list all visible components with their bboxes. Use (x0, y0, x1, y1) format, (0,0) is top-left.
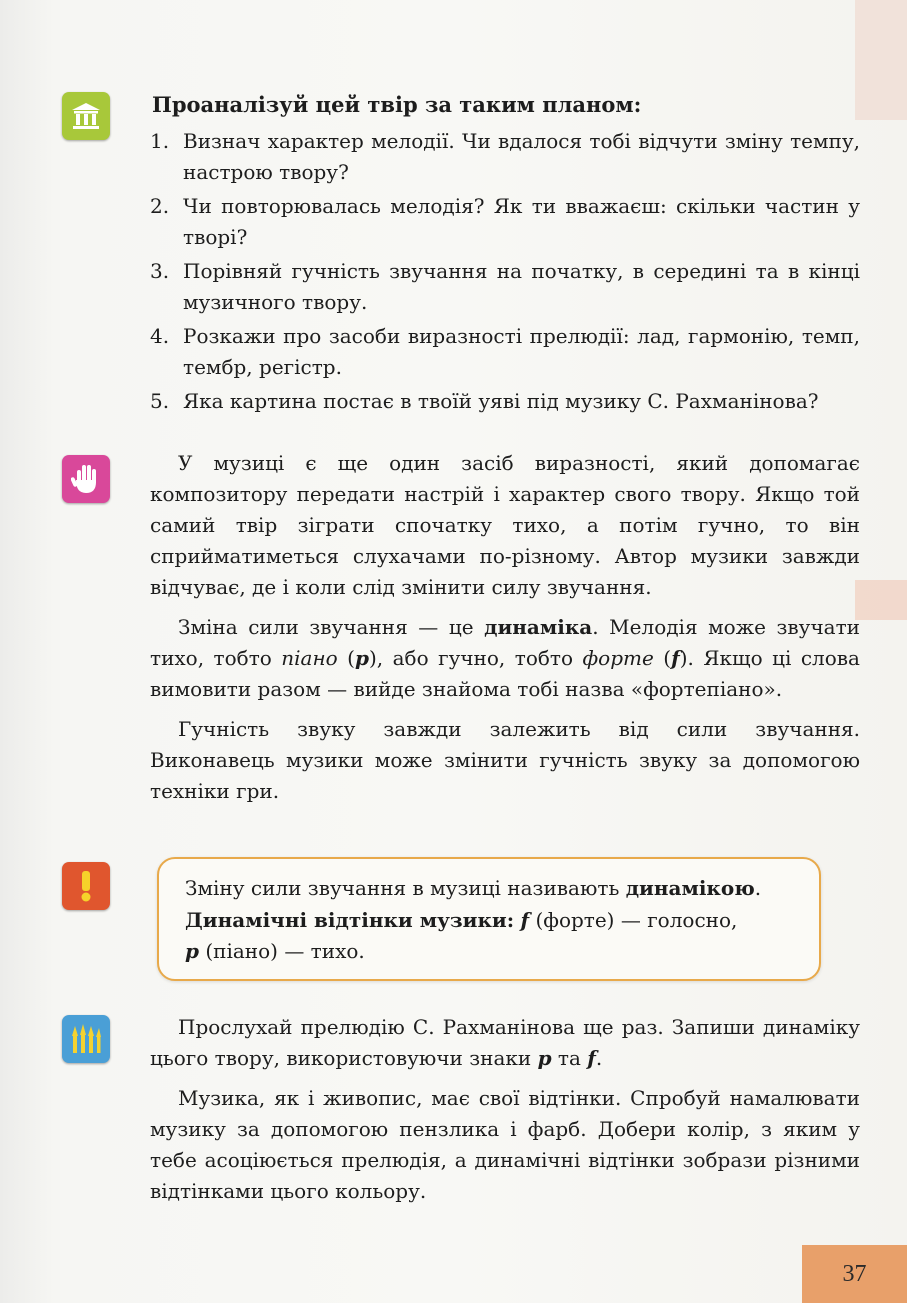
list-item: 2. Чи повторювалась мелодія? Як ти вважаєш: скільки частин у творі? (150, 194, 860, 249)
exclamation-icon (62, 862, 110, 910)
forte-symbol: f (520, 908, 530, 932)
brushes-icon (62, 1015, 110, 1063)
paragraph: Музика, як і живопис, має свої відтінки. Спробуй намалювати музику за допомогою пензлика і фарб. Добери колір, з яким у тебе асоціюється прелюдія, а динамічні відтінки зобрази різними відтінками цього кольору. (150, 1086, 860, 1203)
plan-heading: Проаналізуй цей твір за таким планом: (152, 92, 642, 117)
dynamics-section (150, 448, 860, 807)
list-item: 3. Порівняй гучність звучання на початку, в середині та в кінці музичного твору. (150, 259, 860, 314)
list-item: 4. Розкажи про засоби виразності прелюдії: лад, гармонію, темп, тембр, регістр. (150, 324, 860, 379)
piano-symbol: p (354, 646, 369, 670)
forte-symbol: f (587, 1046, 596, 1070)
term-dynamics: динаміка (484, 615, 593, 639)
page-edge-tab (855, 580, 907, 620)
list-item: 1. Визнач характер мелодії. Чи вдалося тобі відчути зміну темпу, настрою твору? (150, 129, 860, 184)
paragraph: Зміна сили звучання — це динаміка. Мелодія може звучати тихо, тобто піано (p), або гучно, тобто форте (f). Якщо ці слова вимовити разом — вийде знайома тобі назва «фортепіано». (150, 615, 860, 701)
paragraph: Гучність звуку завжди залежить від сили звучання. Виконавець музики може змінити гучність звуку за допомогою техніки гри. (150, 717, 860, 803)
forte-symbol: f (671, 646, 680, 670)
definition-line: Динамічні відтінки музики: f (форте) — голосно, (185, 908, 738, 932)
paragraph: У музиці є ще один засіб виразності, який допомагає композитору передати настрій і характер свого твору. Якщо той самий твір зіграти спочатку тихо, а потім гучно, то він сприйматиметься слухачами по-різному. Автор музики завжди відчуває, де і коли слід змінити силу звучання. (150, 451, 860, 599)
piano-symbol: p (185, 939, 199, 963)
task-section (150, 1012, 860, 1207)
paragraph: Прослухай прелюдію С. Рахманінова ще раз. Запиши динаміку цього твору, використовуючи знаки p та f. (150, 1015, 860, 1070)
page-number: 37 (802, 1245, 907, 1303)
building-icon (62, 92, 110, 140)
hand-icon (62, 455, 110, 503)
piano-symbol: p (537, 1046, 552, 1070)
definition-line: p (піано) — тихо. (185, 939, 365, 963)
definition-box (157, 857, 821, 981)
page-edge-tab (855, 0, 907, 120)
definition-line: Зміну сили звучання в музиці називають динамікою. (185, 876, 762, 900)
analysis-plan-list (150, 126, 860, 420)
list-item: 5. Яка картина постає в твоїй уяві під музику С. Рахманінова? (150, 389, 819, 413)
